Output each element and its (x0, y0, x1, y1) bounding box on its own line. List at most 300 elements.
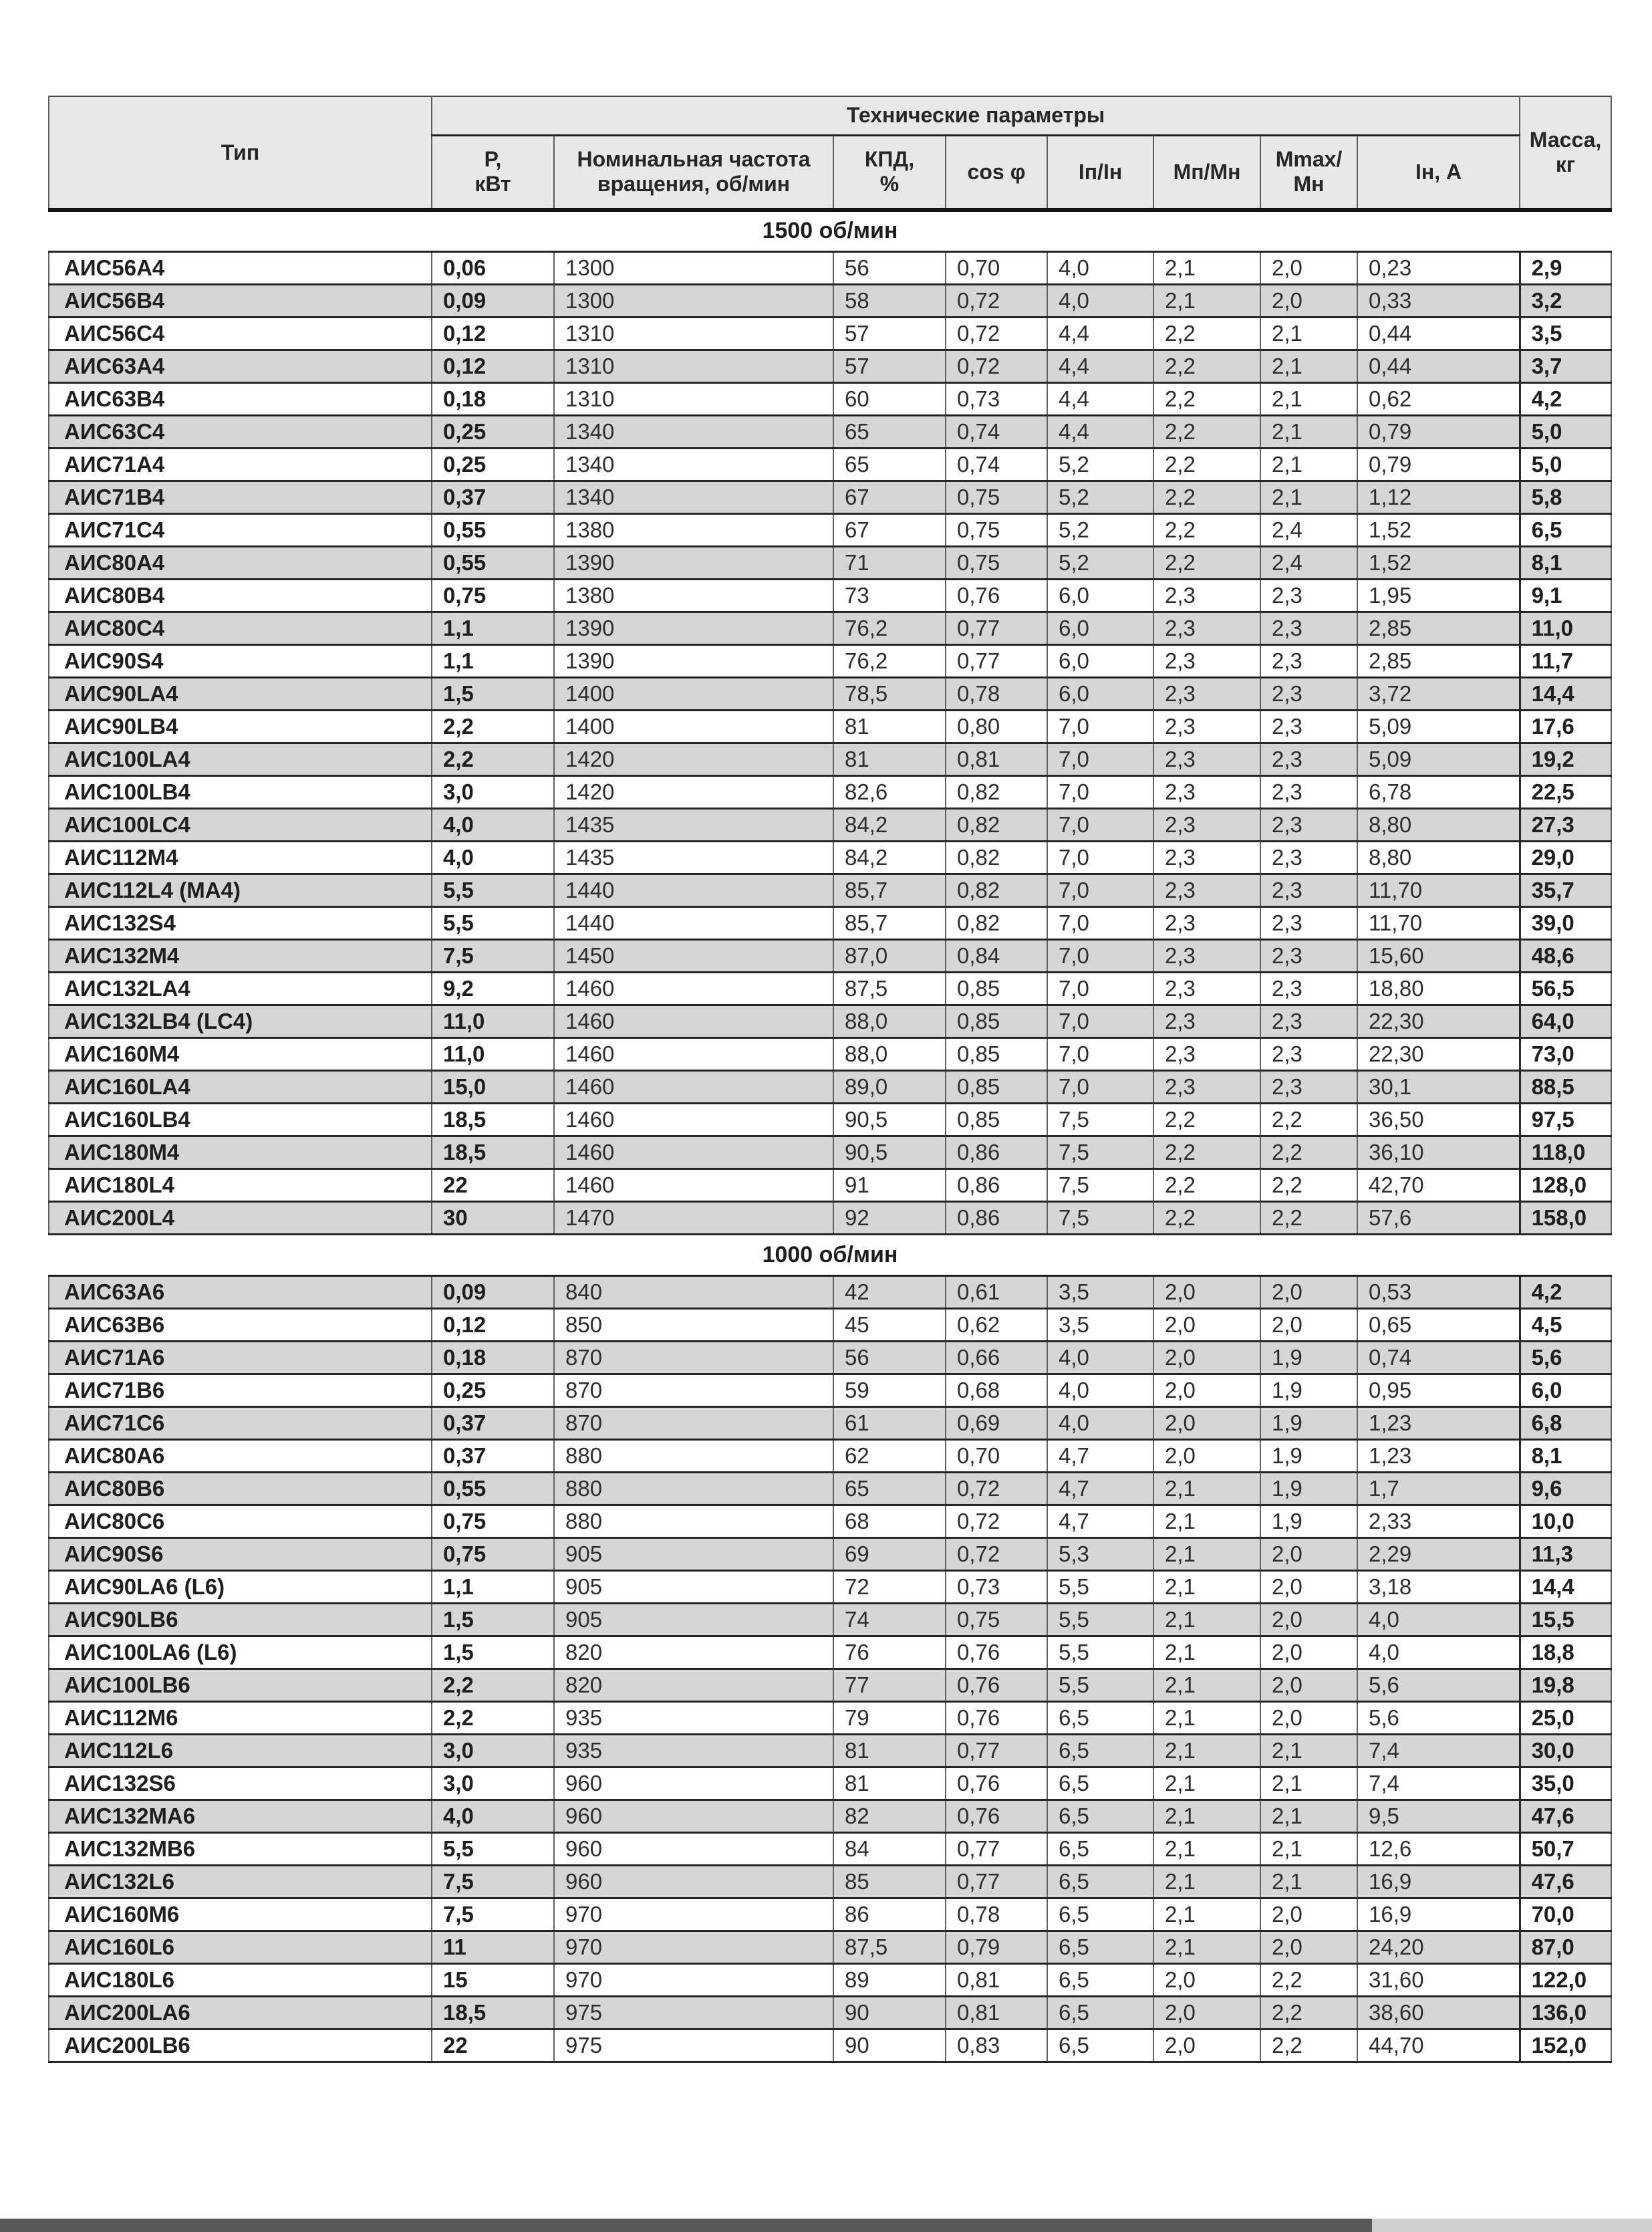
value-cell: 2,0 (1153, 2029, 1260, 2062)
value-cell: 118,0 (1520, 1136, 1611, 1168)
table-row (49, 644, 1611, 677)
value-cell: 1,9 (1260, 1374, 1357, 1406)
value-cell: 2,0 (1153, 1963, 1260, 1996)
value-cell: 820 (554, 1636, 833, 1668)
value-cell: 0,12 (432, 317, 554, 350)
value-cell: 1,12 (1357, 481, 1520, 513)
value-cell: 0,85 (946, 972, 1047, 1005)
value-cell: 7,0 (1047, 1070, 1153, 1103)
value-cell: 0,72 (946, 1505, 1047, 1537)
value-cell: 2,0 (1260, 1570, 1357, 1603)
value-cell: 1450 (554, 939, 833, 972)
value-cell: 11,0 (432, 1005, 554, 1037)
value-cell: 1435 (554, 841, 833, 874)
value-cell: 1390 (554, 612, 833, 644)
value-cell: 5,6 (1520, 1341, 1611, 1374)
value-cell: 11,7 (1520, 644, 1611, 677)
value-cell: 2,2 (432, 1701, 554, 1734)
value-cell: 9,1 (1520, 579, 1611, 612)
value-cell: 87,0 (833, 939, 946, 972)
value-cell: 2,3 (1260, 710, 1357, 743)
table-row (49, 1636, 1611, 1668)
table-row (49, 251, 1611, 284)
value-cell: 2,3 (1260, 906, 1357, 939)
value-cell: 22 (432, 1168, 554, 1201)
value-cell: 0,37 (432, 1439, 554, 1472)
value-cell: 0,70 (946, 251, 1047, 284)
value-cell: 0,79 (946, 1931, 1047, 1963)
value-cell: 0,44 (1357, 317, 1520, 350)
value-cell: 16,9 (1357, 1865, 1520, 1898)
value-cell: 3,2 (1520, 284, 1611, 317)
value-cell: 4,0 (1047, 284, 1153, 317)
value-cell: 0,78 (946, 677, 1047, 710)
value-cell: 4,0 (1047, 1341, 1153, 1374)
value-cell: 2,2 (1153, 1136, 1260, 1168)
value-cell: 2,3 (1153, 579, 1260, 612)
value-cell: 2,0 (1260, 1701, 1357, 1734)
value-cell: 3,0 (432, 775, 554, 808)
type-cell: АИС80С4 (49, 612, 432, 644)
value-cell: 2,3 (1153, 612, 1260, 644)
value-cell: 0,76 (946, 1701, 1047, 1734)
value-cell: 76 (833, 1636, 946, 1668)
value-cell: 22 (432, 2029, 554, 2062)
value-cell: 2,3 (1153, 677, 1260, 710)
value-cell: 0,55 (432, 546, 554, 579)
table-row (49, 1898, 1611, 1931)
value-cell: 47,6 (1520, 1800, 1611, 1832)
value-cell: 2,2 (1153, 317, 1260, 350)
type-cell: АИС63А6 (49, 1275, 432, 1308)
value-cell: 36,50 (1357, 1103, 1520, 1136)
value-cell: 2,2 (1260, 1168, 1357, 1201)
value-cell: 18,80 (1357, 972, 1520, 1005)
value-cell: 128,0 (1520, 1168, 1611, 1201)
value-cell: 2,1 (1153, 1505, 1260, 1537)
type-cell: АИС100LA6 (L6) (49, 1636, 432, 1668)
value-cell: 0,72 (946, 317, 1047, 350)
value-cell: 0,76 (946, 1668, 1047, 1701)
value-cell: 2,1 (1153, 284, 1260, 317)
value-cell: 1,52 (1357, 513, 1520, 546)
table-row (49, 382, 1611, 415)
value-cell: 960 (554, 1800, 833, 1832)
type-cell: АИС200LB6 (49, 2029, 432, 2062)
value-cell: 2,3 (1260, 579, 1357, 612)
value-cell: 1460 (554, 1037, 833, 1070)
type-cell: АИС80В6 (49, 1472, 432, 1505)
value-cell: 7,0 (1047, 1005, 1153, 1037)
value-cell: 1,52 (1357, 546, 1520, 579)
value-cell: 2,1 (1153, 1734, 1260, 1767)
value-cell: 5,5 (1047, 1603, 1153, 1636)
value-cell: 3,7 (1520, 350, 1611, 382)
value-cell: 2,0 (1153, 1308, 1260, 1341)
col-header-ip-in: Iп/Iн (1047, 135, 1153, 210)
table-row (49, 1800, 1611, 1832)
value-cell: 0,75 (432, 1537, 554, 1570)
value-cell: 2,1 (1153, 1668, 1260, 1701)
col-header-kpd: КПД, % (833, 135, 946, 210)
value-cell: 5,5 (1047, 1668, 1153, 1701)
value-cell: 6,5 (1047, 1996, 1153, 2029)
value-cell: 89 (833, 1963, 946, 1996)
value-cell: 0,75 (432, 579, 554, 612)
value-cell: 2,0 (1260, 1636, 1357, 1668)
value-cell: 1,9 (1260, 1472, 1357, 1505)
value-cell: 57,6 (1357, 1201, 1520, 1234)
value-cell: 0,06 (432, 251, 554, 284)
value-cell: 2,2 (1260, 1963, 1357, 1996)
value-cell: 5,09 (1357, 743, 1520, 775)
table-row (49, 1136, 1611, 1168)
scrollbar-thumb[interactable] (0, 2219, 1372, 2232)
type-cell: АИС90LB4 (49, 710, 432, 743)
value-cell: 158,0 (1520, 1201, 1611, 1234)
value-cell: 5,6 (1357, 1701, 1520, 1734)
value-cell: 8,80 (1357, 841, 1520, 874)
value-cell: 78,5 (833, 677, 946, 710)
section-header-row (49, 1234, 1611, 1275)
value-cell: 5,6 (1357, 1668, 1520, 1701)
value-cell: 16,9 (1357, 1898, 1520, 1931)
value-cell: 2,0 (1260, 1603, 1357, 1636)
value-cell: 81 (833, 1734, 946, 1767)
value-cell: 2,2 (1260, 1103, 1357, 1136)
value-cell: 27,3 (1520, 808, 1611, 841)
value-cell: 59 (833, 1374, 946, 1406)
value-cell: 2,3 (1153, 1070, 1260, 1103)
type-cell: АИС90S6 (49, 1537, 432, 1570)
value-cell: 1340 (554, 448, 833, 481)
value-cell: 4,0 (1047, 1406, 1153, 1439)
value-cell: 5,8 (1520, 481, 1611, 513)
type-cell: АИС132М4 (49, 939, 432, 972)
value-cell: 2,1 (1153, 1865, 1260, 1898)
type-cell: АИС90LB6 (49, 1603, 432, 1636)
value-cell: 975 (554, 1996, 833, 2029)
value-cell: 1,1 (432, 1570, 554, 1603)
value-cell: 0,75 (946, 513, 1047, 546)
table-row (49, 677, 1611, 710)
value-cell: 1,23 (1357, 1439, 1520, 1472)
value-cell: 7,5 (1047, 1103, 1153, 1136)
value-cell: 0,82 (946, 841, 1047, 874)
table-row (49, 1603, 1611, 1636)
value-cell: 44,70 (1357, 2029, 1520, 2062)
value-cell: 2,3 (1260, 775, 1357, 808)
value-cell: 1460 (554, 1136, 833, 1168)
value-cell: 2,1 (1153, 1931, 1260, 1963)
value-cell: 1,23 (1357, 1406, 1520, 1439)
value-cell: 0,85 (946, 1005, 1047, 1037)
value-cell: 2,3 (1260, 808, 1357, 841)
value-cell: 2,2 (1153, 513, 1260, 546)
value-cell: 6,0 (1047, 579, 1153, 612)
value-cell: 0,79 (1357, 448, 1520, 481)
value-cell: 64,0 (1520, 1005, 1611, 1037)
value-cell: 4,0 (1047, 251, 1153, 284)
value-cell: 4,2 (1520, 382, 1611, 415)
value-cell: 1460 (554, 1168, 833, 1201)
value-cell: 8,80 (1357, 808, 1520, 841)
value-cell: 2,0 (1260, 1275, 1357, 1308)
value-cell: 2,1 (1260, 1865, 1357, 1898)
value-cell: 1460 (554, 1103, 833, 1136)
value-cell: 0,25 (432, 448, 554, 481)
value-cell: 1300 (554, 284, 833, 317)
type-cell: АИС132МА6 (49, 1800, 432, 1832)
value-cell: 4,2 (1520, 1275, 1611, 1308)
value-cell: 6,5 (1047, 1767, 1153, 1800)
value-cell: 2,2 (1260, 1996, 1357, 2029)
value-cell: 935 (554, 1734, 833, 1767)
type-cell: АИС180L6 (49, 1963, 432, 1996)
value-cell: 2,2 (1153, 1103, 1260, 1136)
value-cell: 7,4 (1357, 1767, 1520, 1800)
value-cell: 0,84 (946, 939, 1047, 972)
value-cell: 2,1 (1260, 481, 1357, 513)
value-cell: 7,0 (1047, 743, 1153, 775)
value-cell: 76,2 (833, 612, 946, 644)
value-cell: 0,85 (946, 1037, 1047, 1070)
value-cell: 2,2 (1153, 350, 1260, 382)
value-cell: 0,74 (946, 415, 1047, 448)
value-cell: 82 (833, 1800, 946, 1832)
table-row (49, 1734, 1611, 1767)
value-cell: 1,1 (432, 644, 554, 677)
value-cell: 4,0 (432, 1800, 554, 1832)
value-cell: 2,3 (1153, 939, 1260, 972)
value-cell: 35,0 (1520, 1767, 1611, 1800)
type-cell: АИС100LA4 (49, 743, 432, 775)
table-row (49, 775, 1611, 808)
value-cell: 0,09 (432, 1275, 554, 1308)
type-cell: АИС71А6 (49, 1341, 432, 1374)
value-cell: 7,0 (1047, 972, 1153, 1005)
table-row (49, 1439, 1611, 1472)
value-cell: 870 (554, 1341, 833, 1374)
value-cell: 85,7 (833, 874, 946, 906)
value-cell: 18,8 (1520, 1636, 1611, 1668)
value-cell: 7,4 (1357, 1734, 1520, 1767)
value-cell: 0,12 (432, 350, 554, 382)
value-cell: 905 (554, 1603, 833, 1636)
value-cell: 88,5 (1520, 1070, 1611, 1103)
value-cell: 90,5 (833, 1103, 946, 1136)
value-cell: 0,73 (946, 1570, 1047, 1603)
value-cell: 820 (554, 1668, 833, 1701)
type-cell: АИС56С4 (49, 317, 432, 350)
table-row (49, 1374, 1611, 1406)
value-cell: 0,69 (946, 1406, 1047, 1439)
value-cell: 15,0 (432, 1070, 554, 1103)
type-cell: АИС56В4 (49, 284, 432, 317)
value-cell: 2,0 (1153, 1406, 1260, 1439)
value-cell: 0,77 (946, 1832, 1047, 1865)
horizontal-scrollbar[interactable] (0, 2219, 1652, 2232)
value-cell: 0,73 (946, 382, 1047, 415)
value-cell: 56,5 (1520, 972, 1611, 1005)
value-cell: 5,5 (1047, 1570, 1153, 1603)
value-cell: 0,72 (946, 350, 1047, 382)
type-cell: АИС71С6 (49, 1406, 432, 1439)
value-cell: 0,55 (432, 1472, 554, 1505)
value-cell: 3,0 (432, 1767, 554, 1800)
value-cell: 0,81 (946, 1996, 1047, 2029)
type-cell: АИС132МВ6 (49, 1832, 432, 1865)
value-cell: 0,76 (946, 579, 1047, 612)
value-cell: 0,86 (946, 1168, 1047, 1201)
value-cell: 970 (554, 1931, 833, 1963)
value-cell: 1420 (554, 743, 833, 775)
section-title: 1000 об/мин (49, 1234, 1611, 1275)
value-cell: 7,5 (432, 1898, 554, 1931)
value-cell: 0,74 (946, 448, 1047, 481)
value-cell: 81 (833, 1767, 946, 1800)
value-cell: 0,66 (946, 1341, 1047, 1374)
value-cell: 92 (833, 1201, 946, 1234)
value-cell: 18,5 (432, 1103, 554, 1136)
value-cell: 56 (833, 251, 946, 284)
table-row (49, 1308, 1611, 1341)
value-cell: 6,5 (1047, 1898, 1153, 1931)
value-cell: 0,62 (946, 1308, 1047, 1341)
value-cell: 1440 (554, 874, 833, 906)
value-cell: 17,6 (1520, 710, 1611, 743)
value-cell: 0,85 (946, 1070, 1047, 1103)
table-row (49, 1037, 1611, 1070)
value-cell: 1380 (554, 579, 833, 612)
value-cell: 35,7 (1520, 874, 1611, 906)
value-cell: 0,23 (1357, 251, 1520, 284)
value-cell: 81 (833, 710, 946, 743)
value-cell: 2,2 (432, 743, 554, 775)
table-row (49, 1931, 1611, 1963)
type-cell: АИС132S6 (49, 1767, 432, 1800)
value-cell: 2,0 (1153, 1341, 1260, 1374)
value-cell: 1,5 (432, 1603, 554, 1636)
value-cell: 18,5 (432, 1996, 554, 2029)
value-cell: 7,5 (432, 939, 554, 972)
value-cell: 4,0 (432, 808, 554, 841)
value-cell: 2,1 (1260, 1767, 1357, 1800)
type-cell: АИС112М4 (49, 841, 432, 874)
value-cell: 30,1 (1357, 1070, 1520, 1103)
value-cell: 1310 (554, 317, 833, 350)
type-cell: АИС80А6 (49, 1439, 432, 1472)
value-cell: 1,9 (1260, 1505, 1357, 1537)
type-cell: АИС200L4 (49, 1201, 432, 1234)
value-cell: 2,1 (1153, 251, 1260, 284)
value-cell: 1340 (554, 481, 833, 513)
type-cell: АИС71В4 (49, 481, 432, 513)
table-row (49, 1537, 1611, 1570)
value-cell: 84,2 (833, 808, 946, 841)
value-cell: 1435 (554, 808, 833, 841)
value-cell: 67 (833, 513, 946, 546)
value-cell: 3,72 (1357, 677, 1520, 710)
table-row (49, 1341, 1611, 1374)
value-cell: 960 (554, 1832, 833, 1865)
value-cell: 4,0 (1047, 1374, 1153, 1406)
value-cell: 0,33 (1357, 284, 1520, 317)
value-cell: 152,0 (1520, 2029, 1611, 2062)
value-cell: 2,3 (1260, 939, 1357, 972)
value-cell: 2,3 (1153, 841, 1260, 874)
table-body (49, 210, 1611, 2062)
type-cell: АИС112L4 (МА4) (49, 874, 432, 906)
table-row (49, 1168, 1611, 1201)
value-cell: 970 (554, 1963, 833, 1996)
value-cell: 84 (833, 1832, 946, 1865)
table-row (49, 1103, 1611, 1136)
value-cell: 6,0 (1047, 644, 1153, 677)
type-cell: АИС80В4 (49, 579, 432, 612)
value-cell: 6,5 (1047, 1832, 1153, 1865)
value-cell: 90 (833, 1996, 946, 2029)
value-cell: 4,0 (1357, 1603, 1520, 1636)
value-cell: 870 (554, 1374, 833, 1406)
type-cell: АИС132LA4 (49, 972, 432, 1005)
value-cell: 0,70 (946, 1439, 1047, 1472)
value-cell: 1310 (554, 350, 833, 382)
value-cell: 2,0 (1260, 1931, 1357, 1963)
col-header-mmax-mn: Mmax/ Мн (1260, 135, 1357, 210)
table-row (49, 743, 1611, 775)
col-header-mass: Масса, кг (1520, 96, 1611, 210)
value-cell: 7,0 (1047, 775, 1153, 808)
value-cell: 2,3 (1260, 743, 1357, 775)
value-cell: 905 (554, 1537, 833, 1570)
value-cell: 2,3 (1153, 1005, 1260, 1037)
type-cell: АИС71А4 (49, 448, 432, 481)
value-cell: 0,77 (946, 1734, 1047, 1767)
value-cell: 0,25 (432, 1374, 554, 1406)
value-cell: 2,2 (1153, 415, 1260, 448)
value-cell: 7,5 (1047, 1168, 1153, 1201)
value-cell: 2,3 (1153, 874, 1260, 906)
value-cell: 2,9 (1520, 251, 1611, 284)
value-cell: 2,1 (1153, 1898, 1260, 1931)
value-cell: 1300 (554, 251, 833, 284)
value-cell: 2,0 (1260, 251, 1357, 284)
value-cell: 2,2 (1153, 546, 1260, 579)
value-cell: 1,1 (432, 612, 554, 644)
value-cell: 2,2 (1260, 2029, 1357, 2062)
value-cell: 1,9 (1260, 1406, 1357, 1439)
value-cell: 5,5 (1047, 1636, 1153, 1668)
value-cell: 0,77 (946, 644, 1047, 677)
value-cell: 1390 (554, 546, 833, 579)
value-cell: 0,75 (946, 546, 1047, 579)
value-cell: 3,18 (1357, 1570, 1520, 1603)
header-row-group (49, 96, 1611, 135)
table-row (49, 1767, 1611, 1800)
table-row (49, 481, 1611, 513)
value-cell: 0,82 (946, 874, 1047, 906)
value-cell: 0,79 (1357, 415, 1520, 448)
section-header-row (49, 210, 1611, 251)
value-cell: 29,0 (1520, 841, 1611, 874)
value-cell: 2,3 (1260, 874, 1357, 906)
value-cell: 65 (833, 1472, 946, 1505)
value-cell: 2,1 (1153, 1636, 1260, 1668)
value-cell: 25,0 (1520, 1701, 1611, 1734)
type-cell: АИС180М4 (49, 1136, 432, 1168)
table-row (49, 808, 1611, 841)
